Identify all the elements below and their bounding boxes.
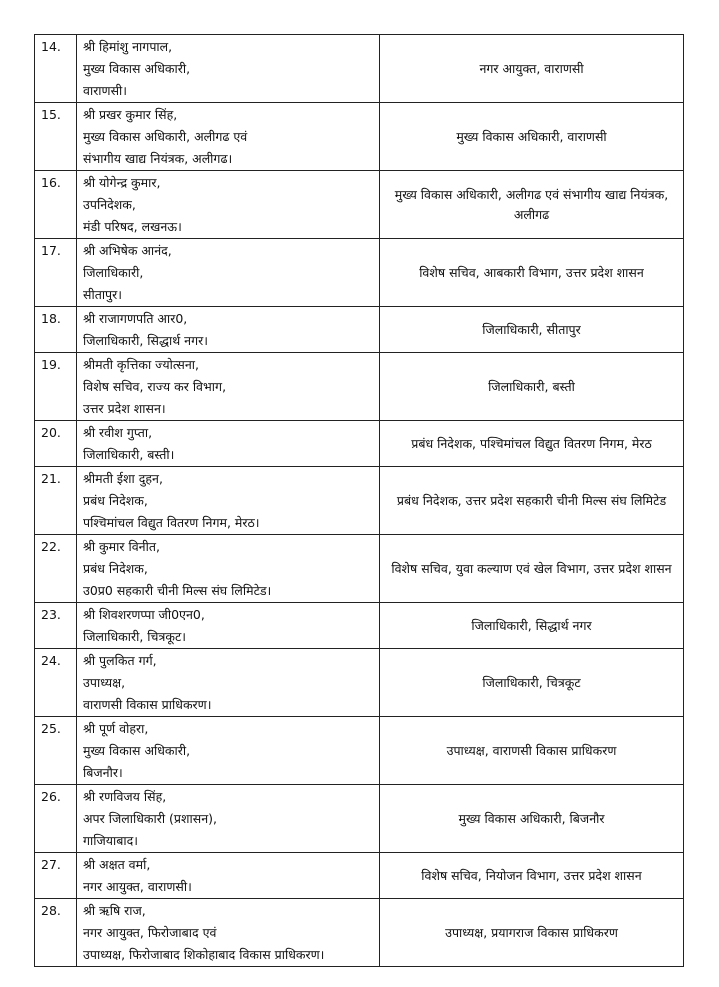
table-row: [35, 649, 684, 717]
serial-number-cell: 17.: [35, 239, 77, 307]
officer-detail-line: श्री रणविजय सिंह,: [83, 789, 167, 804]
table-row: [35, 535, 684, 603]
serial-number-cell: 24.: [35, 649, 77, 717]
officer-detail-line: उपाध्यक्ष, फिरोजाबाद शिकोहाबाद विकास प्राधिकरण।: [83, 947, 325, 962]
serial-number-cell: 18.: [35, 307, 77, 353]
serial-number-cell: 21.: [35, 467, 77, 535]
serial-number-cell: 28.: [35, 899, 77, 967]
officer-detail-line: मुख्य विकास अधिकारी,: [83, 743, 191, 758]
officer-detail-line: अपर जिलाधिकारी (प्रशासन),: [83, 811, 218, 826]
officer-detail-line: नगर आयुक्त, वाराणसी।: [83, 879, 192, 894]
officer-detail-line: वाराणसी विकास प्राधिकरण।: [83, 697, 212, 712]
officer-detail-line: श्री योगेन्द्र कुमार,: [83, 175, 161, 190]
officer-current-post-cell: [77, 717, 380, 785]
table-row: [35, 353, 684, 421]
new-posting-cell: जिलाधिकारी, सीतापुर: [380, 307, 684, 353]
officer-detail-line: उत्तर प्रदेश शासन।: [83, 401, 166, 416]
new-posting-cell: उपाध्यक्ष, प्रयागराज विकास प्राधिकरण: [380, 899, 684, 967]
officer-detail-line: श्री अभिषेक आनंद,: [83, 243, 172, 258]
officer-detail-line: श्री ऋषि राज,: [83, 903, 146, 918]
serial-number-cell: 22.: [35, 535, 77, 603]
officer-current-post-cell: [77, 899, 380, 967]
officer-detail-line: वाराणसी।: [83, 83, 128, 98]
table-row: [35, 307, 684, 353]
officer-detail-line: विशेष सचिव, राज्य कर विभाग,: [83, 379, 227, 394]
table-row: [35, 603, 684, 649]
new-posting-cell: प्रबंध निदेशक, उत्तर प्रदेश सहकारी चीनी मिल्स संघ लिमिटेड: [380, 467, 684, 535]
new-posting-cell: विशेष सचिव, युवा कल्याण एवं खेल विभाग, उत्तर प्रदेश शासन: [380, 535, 684, 603]
officer-detail-line: उपनिदेशक,: [83, 197, 136, 212]
officer-detail-line: सीतापुर।: [83, 287, 123, 302]
officer-detail-line: जिलाधिकारी, बस्ती।: [83, 447, 175, 462]
officer-current-post-cell: [77, 603, 380, 649]
officer-detail-line: उपाध्यक्ष,: [83, 675, 126, 690]
new-posting-cell: विशेष सचिव, नियोजन विभाग, उत्तर प्रदेश शासन: [380, 853, 684, 899]
officer-detail-line: पश्चिमांचल विद्युत वितरण निगम, मेरठ।: [83, 515, 260, 530]
table-row: [35, 35, 684, 103]
officer-current-post-cell: [77, 421, 380, 467]
officer-detail-line: श्री प्रखर कुमार सिंह,: [83, 107, 178, 122]
officer-current-post-cell: [77, 307, 380, 353]
officer-detail-line: बिजनौर।: [83, 765, 123, 780]
transfer-table: [34, 34, 684, 967]
officer-detail-line: उ0प्र0 सहकारी चीनी मिल्स संघ लिमिटेड।: [83, 583, 272, 598]
serial-number-cell: 14.: [35, 35, 77, 103]
officer-current-post-cell: [77, 785, 380, 853]
officer-detail-line: श्री राजागणपति आर0,: [83, 311, 188, 326]
officer-detail-line: श्री रवीश गुप्ता,: [83, 425, 153, 440]
officer-current-post-cell: [77, 239, 380, 307]
officer-current-post-cell: [77, 853, 380, 899]
table-body: [35, 35, 684, 967]
new-posting-cell: विशेष सचिव, आबकारी विभाग, उत्तर प्रदेश शासन: [380, 239, 684, 307]
officer-detail-line: श्री पूर्ण वोहरा,: [83, 721, 149, 736]
table-row: [35, 785, 684, 853]
table-row: [35, 717, 684, 785]
officer-detail-line: श्रीमती ईशा दुहन,: [83, 471, 163, 486]
officer-detail-line: मुख्य विकास अधिकारी, अलीगढ एवं: [83, 129, 248, 144]
table-row: [35, 899, 684, 967]
officer-detail-line: श्री अक्षत वर्मा,: [83, 857, 151, 872]
officer-detail-line: प्रबंध निदेशक,: [83, 493, 148, 508]
officer-detail-line: गाजियाबाद।: [83, 833, 139, 848]
officer-detail-line: नगर आयुक्त, फिरोजाबाद एवं: [83, 925, 217, 940]
officer-detail-line: श्रीमती कृत्तिका ज्योत्सना,: [83, 357, 199, 372]
new-posting-cell: जिलाधिकारी, बस्ती: [380, 353, 684, 421]
serial-number-cell: 19.: [35, 353, 77, 421]
table-row: [35, 171, 684, 239]
new-posting-cell: मुख्य विकास अधिकारी, बिजनौर: [380, 785, 684, 853]
officer-current-post-cell: [77, 353, 380, 421]
new-posting-cell: प्रबंध निदेशक, पश्चिमांचल विद्युत वितरण निगम, मेरठ: [380, 421, 684, 467]
table-row: [35, 103, 684, 171]
new-posting-cell: उपाध्यक्ष, वाराणसी विकास प्राधिकरण: [380, 717, 684, 785]
new-posting-cell: जिलाधिकारी, सिद्धार्थ नगर: [380, 603, 684, 649]
serial-number-cell: 16.: [35, 171, 77, 239]
officer-current-post-cell: [77, 467, 380, 535]
new-posting-cell: नगर आयुक्त, वाराणसी: [380, 35, 684, 103]
table-row: [35, 239, 684, 307]
officer-current-post-cell: [77, 35, 380, 103]
officer-current-post-cell: [77, 535, 380, 603]
table-row: [35, 467, 684, 535]
officer-detail-line: प्रबंध निदेशक,: [83, 561, 148, 576]
officer-detail-line: मंडी परिषद, लखनऊ।: [83, 219, 182, 234]
serial-number-cell: 23.: [35, 603, 77, 649]
new-posting-cell: जिलाधिकारी, चित्रकूट: [380, 649, 684, 717]
serial-number-cell: 27.: [35, 853, 77, 899]
new-posting-cell: मुख्य विकास अधिकारी, अलीगढ एवं संभागीय खाद्य नियंत्रक, अलीगढ: [380, 171, 684, 239]
new-posting-cell: मुख्य विकास अधिकारी, वाराणसी: [380, 103, 684, 171]
serial-number-cell: 26.: [35, 785, 77, 853]
officer-detail-line: श्री कुमार विनीत,: [83, 539, 160, 554]
officer-detail-line: श्री शिवशरणप्पा जी0एन0,: [83, 607, 205, 622]
table-row: [35, 421, 684, 467]
officer-detail-line: जिलाधिकारी, चित्रकूट।: [83, 629, 186, 644]
serial-number-cell: 15.: [35, 103, 77, 171]
officer-current-post-cell: [77, 103, 380, 171]
officer-detail-line: जिलाधिकारी, सिद्धार्थ नगर।: [83, 333, 208, 348]
officer-detail-line: जिलाधिकारी,: [83, 265, 144, 280]
officer-detail-line: श्री हिमांशु नागपाल,: [83, 39, 173, 54]
officer-detail-line: संभागीय खाद्य नियंत्रक, अलीगढ।: [83, 151, 233, 166]
officer-current-post-cell: [77, 649, 380, 717]
serial-number-cell: 20.: [35, 421, 77, 467]
officer-current-post-cell: [77, 171, 380, 239]
table-row: [35, 853, 684, 899]
serial-number-cell: 25.: [35, 717, 77, 785]
officer-detail-line: मुख्य विकास अधिकारी,: [83, 61, 191, 76]
officer-detail-line: श्री पुलकित गर्ग,: [83, 653, 157, 668]
